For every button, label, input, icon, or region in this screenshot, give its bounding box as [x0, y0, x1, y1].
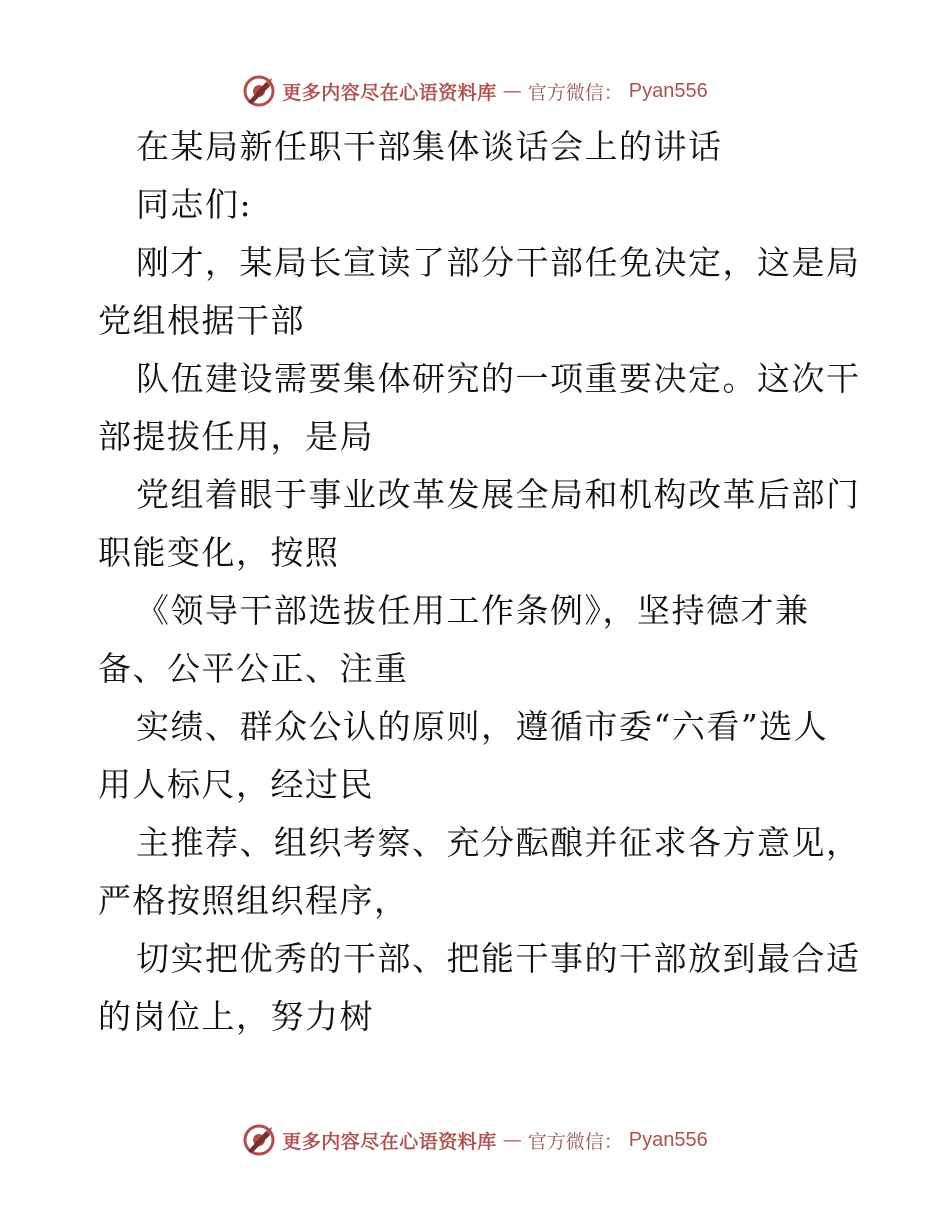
- text-line: 队伍建设需要集体研究的一项重要决定。这次干: [136, 359, 861, 398]
- pen-logo-icon: [242, 74, 276, 108]
- text-line: 主推荐、组织考察、充分酝酿并征求各方意见，: [136, 823, 861, 862]
- text-line: 严格按照组织程序，: [98, 881, 409, 920]
- text-line: 党组根据干部: [98, 301, 305, 340]
- document-title: 在某局新任职干部集体谈话会上的讲话: [136, 127, 723, 166]
- text-line: 用人标尺，经过民: [98, 765, 374, 804]
- text-line: 实绩、群众公认的原则，遵循市委“六看”选人: [136, 707, 829, 746]
- banner-title: 更多内容尽在心语资料库: [282, 1130, 497, 1153]
- text-line: 《领导干部选拔任用工作条例》，坚持德才兼: [136, 591, 810, 630]
- pen-logo-icon: [242, 1123, 276, 1157]
- header-banner: [0, 71, 950, 111]
- text-line: 党组着眼于事业改革发展全局和机构改革后部门: [136, 475, 861, 514]
- banner-wechat-id: Pyan556: [628, 79, 708, 102]
- text-line: 备、公平公正、注重: [98, 649, 409, 688]
- banner-separator: —: [502, 80, 522, 102]
- text-line: 切实把优秀的干部、把能干事的干部放到最合适: [136, 939, 861, 978]
- text-line: 职能变化，按照: [98, 533, 340, 572]
- banner-separator: —: [502, 1129, 522, 1151]
- text-line: 刚才，某局长宣读了部分干部任免决定，这是局: [136, 243, 861, 282]
- footer-banner: [0, 1120, 950, 1160]
- banner-wechat-label: 官方微信：: [527, 81, 623, 104]
- banner-wechat-id: Pyan556: [628, 1128, 708, 1151]
- text-line: 部提拔任用，是局: [98, 417, 374, 456]
- banner-title: 更多内容尽在心语资料库: [282, 81, 497, 104]
- salutation: 同志们:: [136, 185, 253, 224]
- banner-wechat-label: 官方微信：: [527, 1130, 623, 1153]
- document-body: [98, 118, 861, 1046]
- text-line: 的岗位上，努力树: [98, 997, 374, 1036]
